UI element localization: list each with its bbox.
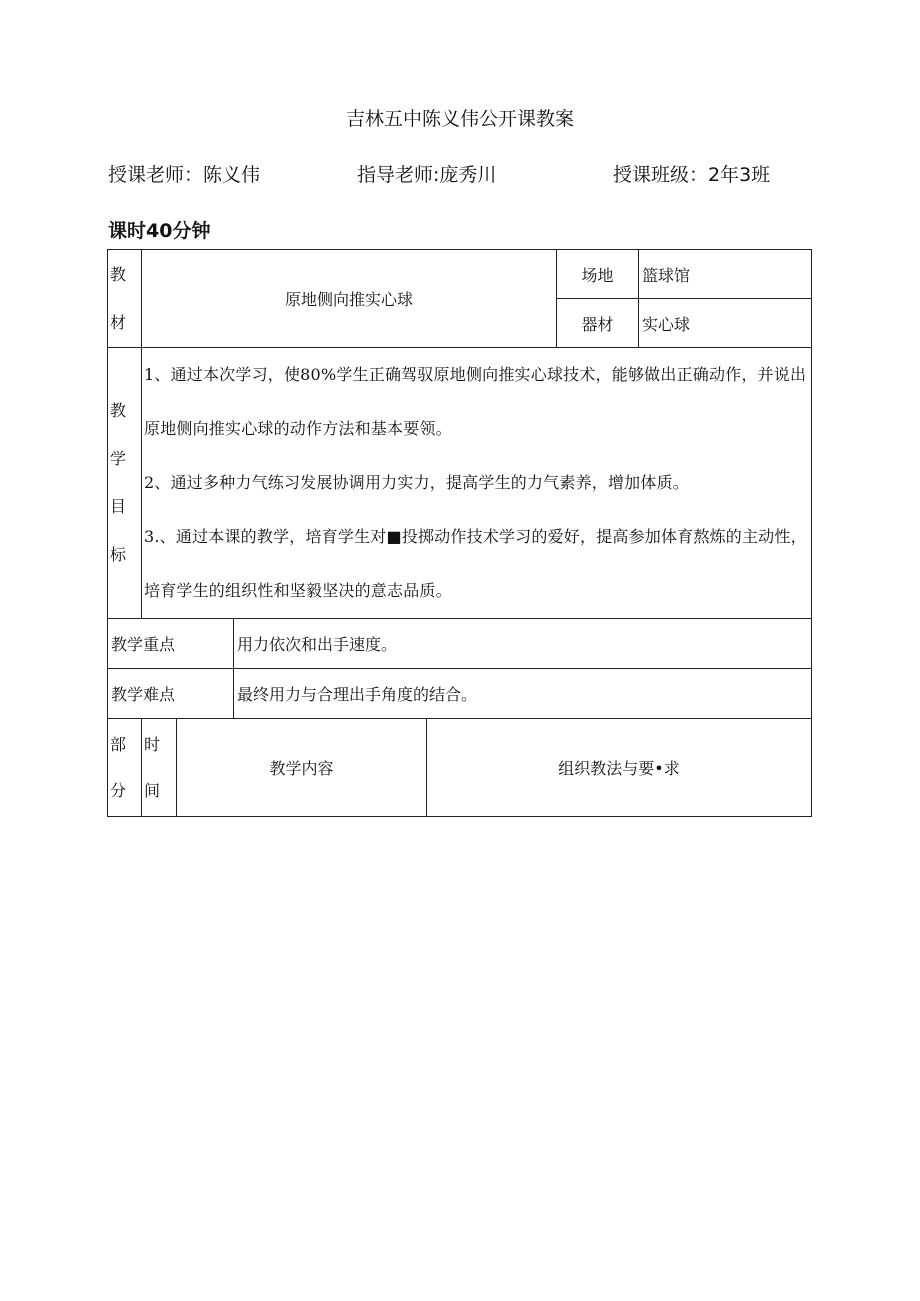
lesson-plan-table: [107, 249, 812, 817]
time-label: 时 间: [142, 719, 177, 817]
key-point-value: 用力依次和出手速度。: [234, 619, 812, 669]
objective-item: 1、通过本次学习，使80%学生正确驾驭原地侧向推实心球技术，能够做出正确动作，并说出原地侧向推实心球的动作方法和基本要领。: [144, 365, 807, 438]
key-point-label: 教学重点: [108, 619, 234, 669]
objective-item: 3.、通过本课的教学，培育学生对■投掷动作技术学习的爱好，提高参加体育熬炼的主动性，培育学生的组织性和坚毅坚决的意志品质。: [144, 527, 807, 600]
document-title: 吉林五中陈义伟公开课教案: [345, 108, 574, 130]
teacher-line: 授课老师：陈义伟: [108, 164, 261, 186]
objectives-text: [142, 348, 812, 619]
venue-label: 场地: [557, 250, 639, 299]
method-header: 组织教法与要•求: [427, 719, 812, 817]
equipment-value: 实心球: [639, 299, 812, 348]
content-header: 教学内容: [177, 719, 427, 817]
material-label: 教 材: [108, 250, 142, 348]
equipment-label: 器材: [557, 299, 639, 348]
venue-value: 篮球馆: [639, 250, 812, 299]
difficulty-label: 教学难点: [108, 669, 234, 719]
objectives-label: 教 学 目 标: [108, 348, 142, 619]
objective-item: 2、通过多种力气练习发展协调用力实力，提高学生的力气素养，增加体质。: [144, 473, 689, 492]
advisor-line: 指导老师:庞秀川: [357, 164, 497, 186]
part-label: 部 分: [108, 719, 142, 817]
difficulty-value: 最终用力与合理出手角度的结合。: [234, 669, 812, 719]
class-line: 授课班级：2年3班: [613, 164, 771, 186]
material-value: 原地侧向推实心球: [142, 250, 557, 348]
class-hours: 课时40分钟: [108, 220, 211, 242]
